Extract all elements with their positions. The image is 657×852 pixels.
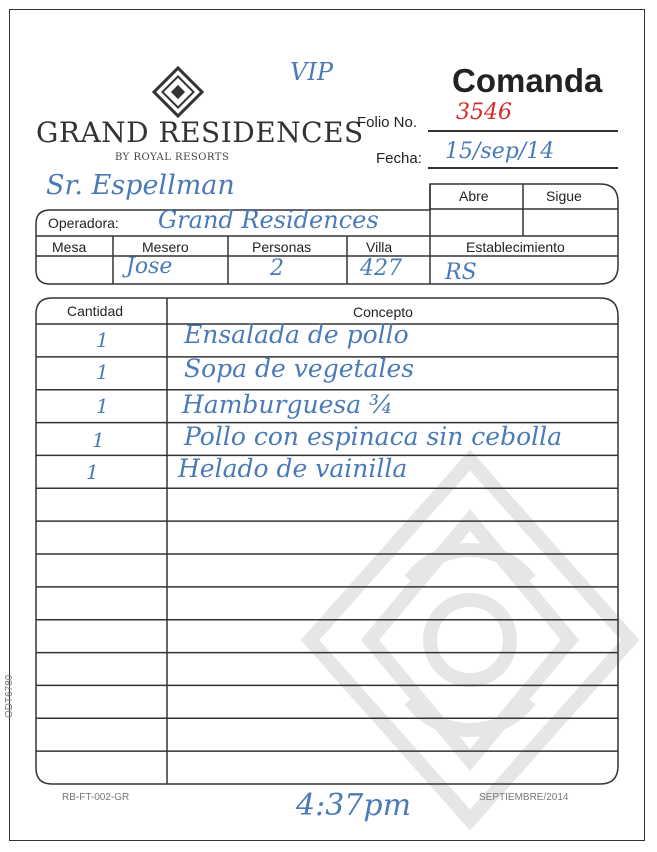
- form-code: RB-FT-002-GR: [62, 792, 130, 803]
- establecimiento-label: Establecimiento: [466, 239, 565, 255]
- mesero-value: Jose: [126, 254, 173, 279]
- col-header-concepto: Concepto: [353, 304, 413, 320]
- row-concepto: Sopa de vegetales: [184, 354, 415, 383]
- folio-value: 3546: [456, 100, 512, 125]
- row-concepto: Pollo con espinaca sin cebolla: [184, 422, 563, 451]
- row-concepto: Helado de vainilla: [178, 454, 408, 483]
- side-code: ODT6780: [4, 674, 15, 718]
- establecimiento-value: RS: [445, 260, 477, 285]
- row-cantidad: 1: [96, 394, 109, 418]
- row-concepto: Hamburguesa ¾: [182, 390, 394, 419]
- personas-value: 2: [270, 256, 284, 281]
- row-cantidad: 1: [92, 428, 105, 452]
- folio-label: Folio No.: [357, 114, 418, 131]
- vip-note: VIP: [290, 58, 333, 86]
- col-header-cantidad: Cantidad: [67, 303, 124, 319]
- row-cantidad: 1: [96, 328, 109, 352]
- mesa-label: Mesa: [52, 239, 87, 255]
- row-concepto: Ensalada de pollo: [184, 320, 409, 349]
- brand-subtitle: BY ROYAL RESORTS: [115, 152, 230, 163]
- abre-label: Abre: [459, 188, 489, 204]
- operadora-value: Grand Residences: [158, 206, 379, 234]
- villa-value: 427: [360, 256, 402, 281]
- page-title: Comanda: [452, 62, 603, 99]
- fecha-label: Fecha:: [376, 150, 422, 167]
- villa-label: Villa: [366, 239, 393, 255]
- date-code: SEPTIEMBRE/2014: [479, 792, 569, 803]
- order-time: 4:37pm: [296, 788, 412, 823]
- guest-name: Sr. Espellman: [46, 170, 235, 201]
- mesero-label: Mesero: [142, 239, 189, 255]
- personas-label: Personas: [252, 239, 312, 255]
- fecha-value: 15/sep/14: [445, 139, 555, 164]
- operadora-label: Operadora:: [48, 215, 119, 231]
- row-cantidad: 1: [96, 360, 109, 384]
- brand-name: GRAND RESIDENCES: [36, 116, 364, 149]
- row-cantidad: 1: [86, 460, 99, 484]
- sigue-label: Sigue: [546, 188, 582, 204]
